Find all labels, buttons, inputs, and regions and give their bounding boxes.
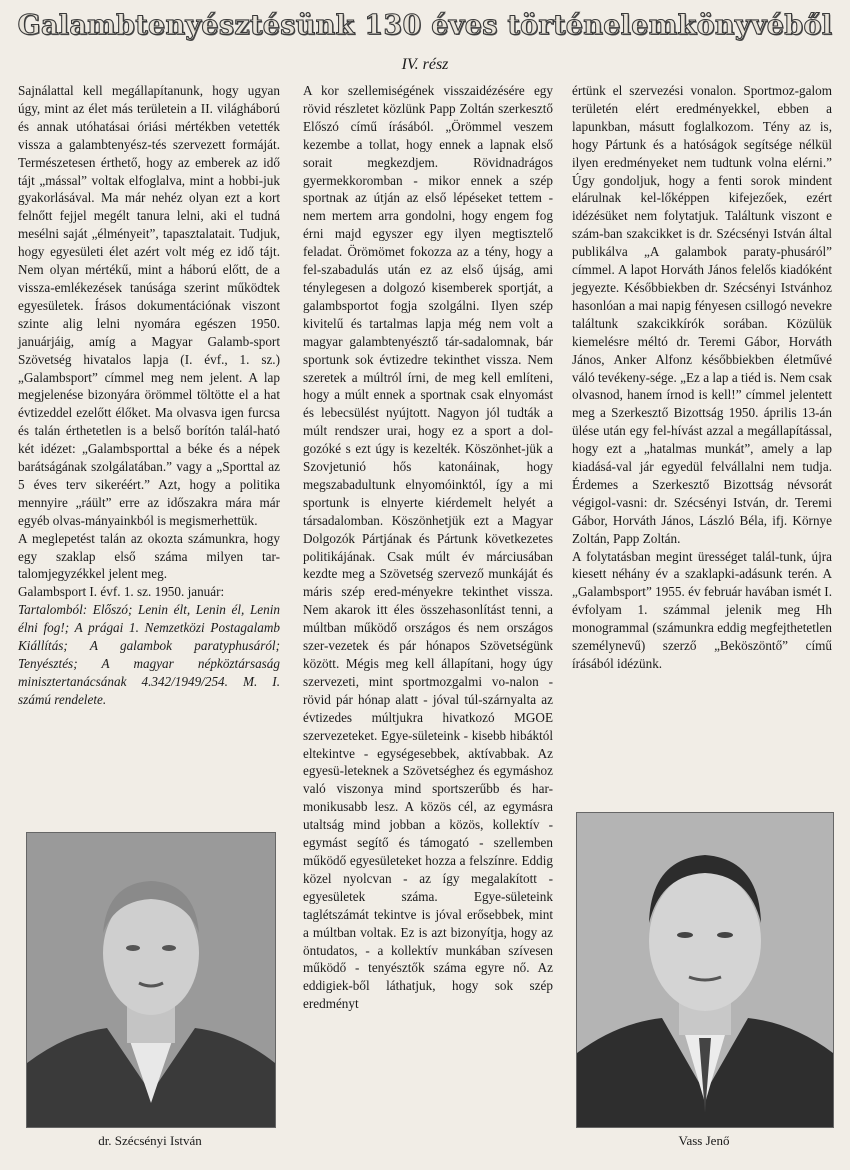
photo-caption: dr. Szécsényi István [98, 1133, 202, 1148]
article-title: Galambtenyésztésünk 130 éves történelemkönyvéből [17, 10, 833, 41]
paragraph: A kor szellemiségének visszaidézésére egy rövid részletet közlünk Papp Zoltán szerkesztő Előszó című írásából. „Örömmel veszem kezembe a tollat, hogy ennek a lapnak első sorait megkezdjem. Rövidnadrágos gyermekkoromban - mikor ennek a szép sportnak az útján az első lépéseket tettem - nem mertem arra gondolni, hogy engem fog érni majd egyszer egy ilyen megtisztelő feladat. Örömömet fokozza az a tény, hogy a fel-szabadulás után ez az első újság, ami ténylegesen a dolgozó kisemberek sportját, a galambsportot fogja szolgálni. Ilyen szép kivitelű és tartalmas lapja még nem volt a magyar galambtenyésztő tár-sadalomnak, bár sportunk sok évtizedre tekinthet vissza. Nem szeretek a múltról írni, de meg kell említeni, hogy a múlt ennek a sportnak csak elnyomást és lebecsülést nyújtott. Nagyon jól tudták a múlt rendszer urai, hogy ez a sport a dol-gozóké s ezt úgy is kezelték. Köszönhet-jük a Szovjetunió hős katonáinak, hogy megszabadultunk elnyomóinktól, így a mi sportunk is elnyerte kiérdemelt helyét a társadalomban. Köszönhetjük ezt a Magyar Dolgozók Pártjának és Pártunk következetes politikájának. Csak múlt év márciusában kezdte meg a Szövetség szervező munkáját és máris szép ered-ményekre tekinthet vissza. Nem akarok itt éles összehasonlítást tenni, a múltban működő országos és nem országos szer-vezetek és pár hónapos Szövetségünk között. Mégis meg kell állapítani, hogy úgy szervezeti, mint sportmozgalmi vo-nalon - rövid pár hónap alatt - jóval túl-szárnyalta az évtizedes múltjukra hivatkozó MGOE szervezeteket. Egye-sületeink - kisebb hibáktól eltekintve - egységesebbek, aktívabbak. Az egyesü-leteknek a Szövetséghez és egymáshoz való viszonya mind sportszerűbb és har-monikusabb lesz. A közös cél, az egymásra utaltság mind jobban a közös, kollektív - egymást segítő és támogató - szellemben működő egyesületeket hozza a felszínre. Eddig közel nyolcvan - az így megalakított - egyesületek száma. Egye-sületeink taglétszámát tekintve is jóval erősebbek, mint a múltban voltak. Ez is azt bizonyítja, hogy az öntudatos, - a kollektív munkában szívesen működő - tenyésztők száma egyre nő. Az eddigiek-ből láthatjuk, hogy sok szép eredményt [303, 83, 553, 1012]
portrait-image [577, 813, 833, 1127]
photo-caption: Vass Jenő [678, 1133, 730, 1148]
portrait-image [27, 833, 275, 1127]
text-column-3 [572, 82, 832, 673]
portrait-photo-szecsenyi [26, 832, 276, 1128]
contents-list: Tartalomból: Előszó; Lenin élt, Lenin él, Lenin élni fog!; A prágai 1. Nemzetközi Postagalamb Kiállítás; A galambok paratyphusáról; Tenyésztés; A magyar népköztársaság minisztertanácsának 4.342/1949/254. M. I. számú rendelete. [18, 602, 280, 707]
text-column-1 [18, 82, 280, 709]
paragraph: Sajnálattal kell megállapítanunk, hogy ugyan úgy, mint az élet más területein a II. világháború és annak utóhatásai óriási mértékben vetették vissza a galambtenyész-tés szervezett formáját. Természetesen érthető, hogy az emberek az idő tájt „mással” voltak elfoglalva, mint a hobbi-juk gyakorlásával. Ma már nehéz olyan ezt a kort felnőtt fejjel megélt tanura lelni, aki el tudná mesélni saját „élményeit”, tapasztalatait. Tudjuk, hogy egyesületi élet azért volt még ez idő tájt. Nem olyan mértékű, mint a háború előtt, de a vissza-emlékezések tanúsága szerint működtek egyesületek. Írásos dokumentációnak viszont szinte alig lelni nyomára egészen 1950. januárjáig, amíg a Magyar Galamb-sport Szövetség hivatalos lapja (I. évf., 1. sz.) „Galambsport” címmel meg nem jelent. A lap megjelenése bizonyára örömmel töltötte el a hat évtizeddel ezelőtt élőket. Ma olvasva igen furcsa és talán érthetetlen is a belső borítón talál-ható két idézet: „Galambsporttal a béke és a népek barátságának szolgálatában.” vagy a „Sporttal az 5 éves terv sikeréért.” Azt, hogy a politika mennyire „ráült” erre az időszakra mára már egyéb olvas-mányainkból is megismerhettük. [18, 83, 280, 528]
portrait-photo-vass [576, 812, 834, 1128]
paragraph: A meglepetést talán az okozta számunkra, hogy egy szaklap első száma milyen tar-talomjegyzékkel jelent meg. [18, 530, 280, 582]
text-column-2 [303, 82, 553, 1013]
article-subtitle: IV. rész [401, 56, 449, 73]
paragraph: A folytatásban megint ürességet talál-tunk, újra kiesett néhány év a szaklapki-adásunk terén. A „Galambsport” 1955. év február havában ismét I. évfolyam 1. számmal jelenik meg Hh monogrammal (számunkra eddig megfejthetetlen személynevű) szerző „Beköszöntő” című írásából idézünk. [572, 548, 832, 671]
paragraph: értünk el szervezési vonalon. Sportmoz-galom területén elért eredményekkel, ebben a lapunkban, másutt foglalkozom. Tény az is, hogy Pártunk és a hatóságok segítsége nélkül ilyen eredményeket nem tudtunk volna elérni.” Úgy gondoljuk, hogy a fenti sorok mindent elárulnak kel-lőképpen kifejezőek, ezért idézésüket nem folytatjuk. Találtunk viszont e szám-ban szakcikket is dr. Szécsényi István által publikálva „A galambok paraty-phusáról” címmel. A lapot Horváth János felelős kiadóként jegyezte. Későbbiekben dr. Szécsényi Istvánhoz hasonlóan a mai napig fényesen csillogó nevekre találtunk szakcikkírók sorában. Közülük kiemelésre méltó dr. Teremi Gábor, Horváth János, Anker Alfonz későbbiekben életművé váló tevékeny-sége. „Ez a lap a tiéd is. Nem csak olvasnod, hanem írnod is kell!” címmel jelentett meg a Szerkesztő Bizottság 1950. április 13-án ülése után egy fel-hívást azzal a megállapítással, hogy ezt a „hatalmas munkát”, amely a lap kiadásá-val jár egyedül felvállalni nem tudja. Érdemes a Szerkesztő Bizottság névsorát végigol-vasni: dr. Szécsényi István, dr. Teremi Gábor, Horváth János, László Béla, ifj. Környe Zoltán, Papp Zoltán. [572, 83, 832, 546]
paragraph: Galambsport I. évf. 1. sz. 1950. január: [18, 584, 225, 600]
